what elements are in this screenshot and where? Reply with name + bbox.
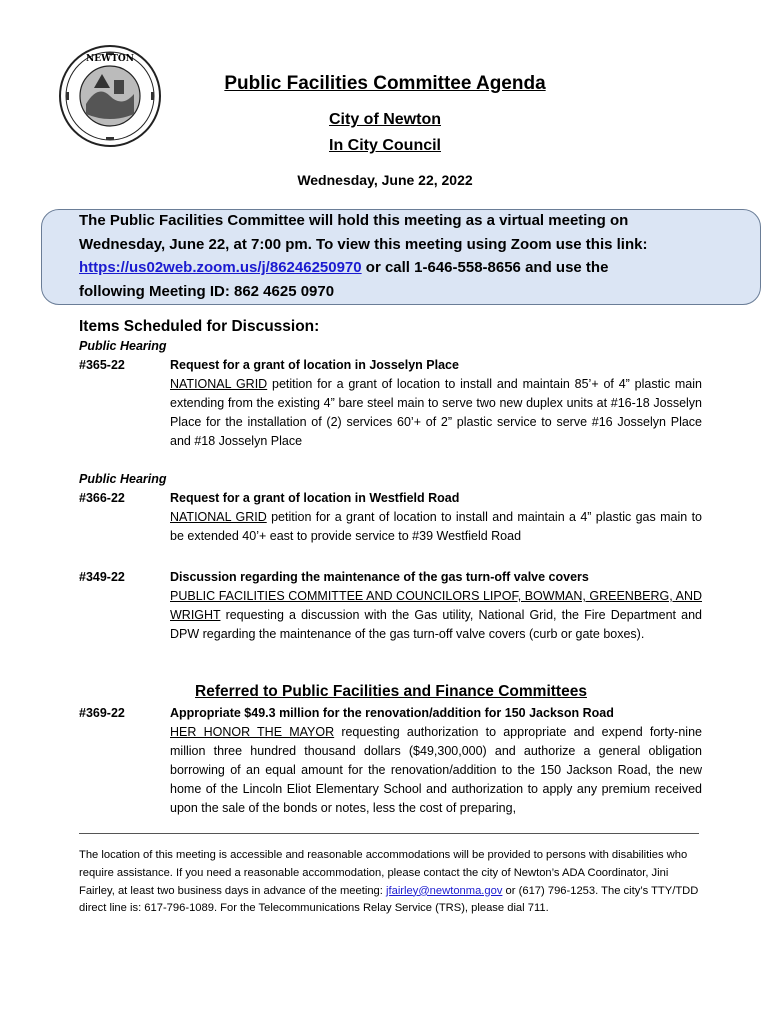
public-hearing-label: Public Hearing — [79, 472, 167, 486]
meeting-date: Wednesday, June 22, 2022 — [297, 172, 473, 188]
notice-text: The Public Facilities Committee will hold this meeting as a virtual meeting on Wednesday, June 22, at 7:00 pm. To view this meeting using Zoom use this link: https://us02web.zoom.us/j/86246250970 or call 1-646-558-8656 and use the following Meeting ID: 862 4625 0970 — [79, 212, 648, 300]
city-name: City of Newton — [329, 111, 441, 128]
referred-heading: Referred to Public Facilities and Finance Committees — [195, 683, 587, 700]
items-heading: Items Scheduled for Discussion: — [79, 318, 320, 335]
zoom-link[interactable]: https://us02web.zoom.us/j/86246250970 — [79, 259, 362, 276]
svg-text:NEWTON: NEWTON — [86, 54, 134, 64]
footer-divider — [79, 833, 699, 834]
item-body: NATIONAL GRID petition for a grant of location to install and maintain 85’+ of 4” plastic main extending from the existing 4” bare steel main to serve two new duplex units at #16-18 Josselyn Place for the installation of (2) services 60’+ of 2” plastic service to serve #16 Josselyn Place and #18 Josselyn Place — [170, 377, 702, 448]
item-number: #369-22 — [79, 706, 125, 720]
item-title: Appropriate $49.3 million for the renovation/addition for 150 Jackson Road — [170, 706, 614, 720]
council-name: In City Council — [329, 137, 441, 154]
item-body: HER HONOR THE MAYOR requesting authorization to appropriate and expend forty-nine million three hundred thousand dollars ($49,300,000) and authorize a general obligation borrowing of an equal amount for the renovation/addition to the 150 Jackson Road, the new home of the Lincoln Eliot Elementary School and authorization to apply any premium received upon the sale of the bonds or notes, less the cost of preparing, — [170, 725, 702, 815]
item-title: Request for a grant of location in Josselyn Place — [170, 358, 459, 372]
item-number: #349-22 — [79, 570, 125, 584]
public-hearing-label: Public Hearing — [79, 339, 167, 353]
item-title: Discussion regarding the maintenance of the gas turn-off valve covers — [170, 570, 589, 584]
page-title: Public Facilities Committee Agenda — [224, 73, 546, 94]
accessibility-footer: The location of this meeting is accessible and reasonable accommodations will be provided to persons with disabilities who require assistance. If you need a reasonable accommodation, please contact the city of Newton’s ADA Coordinator, Jini Fairley, at least two business days in advance of the meeting: jfairley@newtonma.gov or (617) 796-1253. The city’s TTY/TDD direct line is: 617-796-1089. For the Telecommunications Relay Service (TRS), please dial 711. — [79, 849, 699, 915]
city-seal-logo — [58, 44, 162, 148]
item-body: PUBLIC FACILITIES COMMITTEE AND COUNCILORS LIPOF, BOWMAN, GREENBERG, AND WRIGHT requesting a discussion with the Gas utility, National Grid, the Fire Department and DPW regarding the maintenance of the gas turn-off valve covers (curb or gate boxes). — [170, 589, 702, 641]
item-title: Request for a grant of location in Westfield Road — [170, 491, 460, 505]
item-number: #366-22 — [79, 491, 125, 505]
item-body: NATIONAL GRID petition for a grant of location to install and maintain a 4” plastic gas main to be extended 40’+ east to provide service to #39 Westfield Road — [170, 510, 702, 543]
ada-email-link[interactable]: jfairley@newtonma.gov — [386, 884, 503, 897]
item-number: #365-22 — [79, 358, 125, 372]
